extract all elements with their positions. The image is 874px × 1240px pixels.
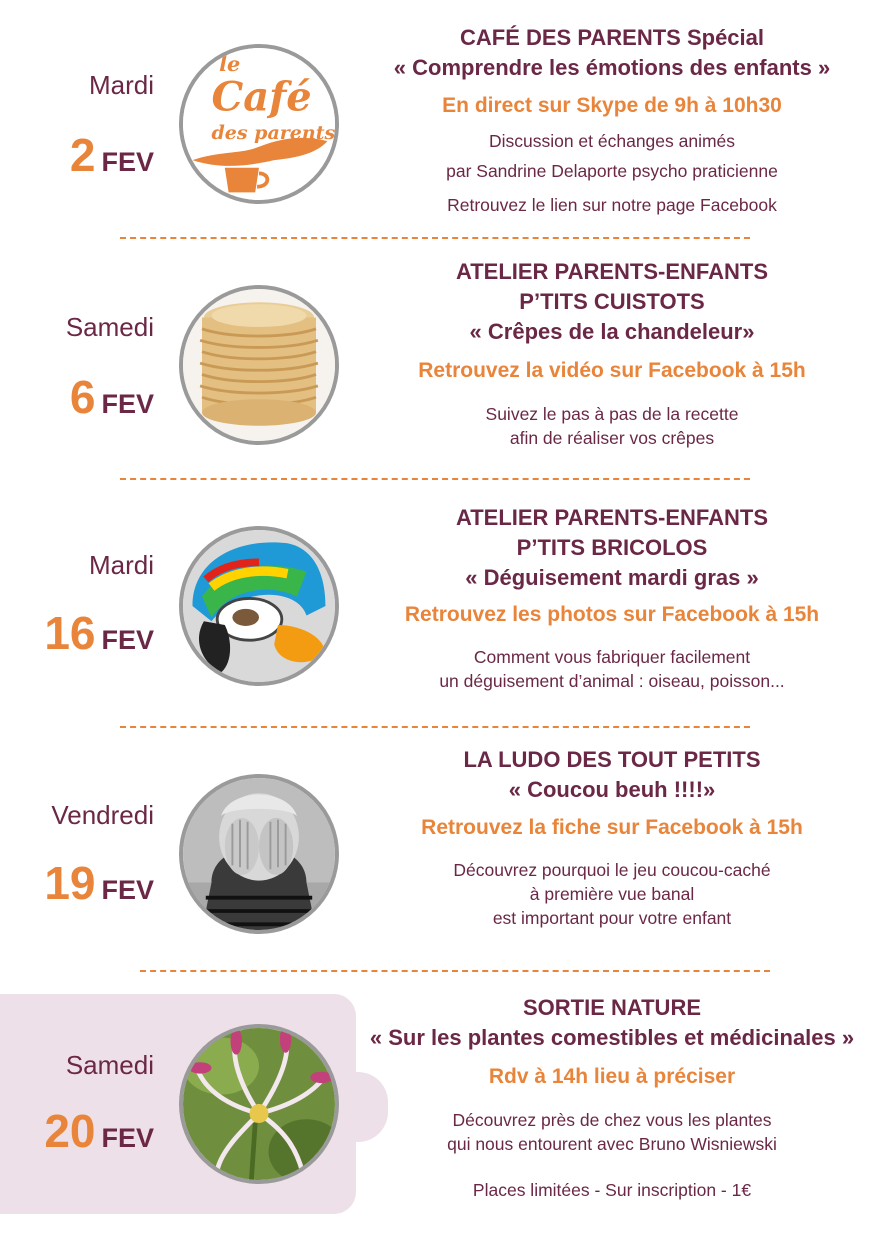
event-date: [44, 1050, 154, 1157]
event-title: LA LUDO DES TOUT PETITS: [463, 747, 761, 772]
event-description: Découvrez pourquoi le jeu coucou-caché: [453, 860, 771, 880]
event-weekday: Mardi: [88, 550, 154, 580]
logo-text: Café: [211, 74, 312, 121]
event-description: Comment vous fabriquer facilement: [473, 647, 751, 667]
event-highlight: Rdv à 14h lieu à préciser: [488, 1065, 736, 1088]
event-weekday: Samedi: [65, 312, 154, 342]
event-day-number: 6: [69, 371, 96, 423]
event-title: ATELIER PARENTS-ENFANTS: [455, 505, 769, 530]
event-registration-info: Places limitées - Sur inscription - 1€: [472, 1180, 752, 1200]
crepes-stack-photo: [179, 285, 339, 445]
event-weekday: Mardi: [88, 70, 154, 100]
event-month: FEV: [101, 875, 154, 905]
event-highlight: Retrouvez la vidéo sur Facebook à 15h: [418, 359, 806, 382]
event-info: [350, 993, 874, 1202]
event-weekday: Vendredi: [51, 800, 154, 830]
event-subtitle: « Crêpes de la chandeleur»: [469, 319, 755, 344]
logo-text: le: [219, 50, 241, 76]
event-subtitle: « Déguisement mardi gras »: [465, 565, 759, 590]
event-description: Suivez le pas à pas de la recette: [485, 404, 739, 424]
logo-text: des parents: [211, 122, 335, 145]
cafe-des-parents-logo: [179, 44, 339, 204]
event-highlight: En direct sur Skype de 9h à 10h30: [442, 94, 782, 117]
event-date: [44, 800, 154, 909]
event-description: qui nous entourent avec Bruno Wisniewski: [447, 1134, 777, 1154]
event-title: ATELIER PARENTS-ENFANTS: [455, 259, 769, 284]
event-subtitle: « Sur les plantes comestibles et médicinales »: [369, 1025, 855, 1050]
event-description: est important pour votre enfant: [492, 908, 732, 928]
dashed-separator: [120, 237, 750, 239]
event-day: [70, 370, 154, 424]
event-description: un déguisement d’animal : oiseau, poisson...: [439, 671, 785, 691]
event-info: [350, 257, 874, 450]
event-day-number: 2: [69, 129, 96, 181]
event-description: Découvrez près de chez vous les plantes: [452, 1110, 772, 1130]
event-description: par Sandrine Delaporte psycho praticienne: [446, 161, 778, 181]
dashed-separator: [140, 970, 770, 972]
event-highlight: Retrouvez la fiche sur Facebook à 15h: [421, 816, 803, 839]
event-description: afin de réaliser vos crêpes: [509, 428, 715, 448]
event-month: FEV: [101, 1123, 154, 1153]
event-day-number: 16: [44, 607, 96, 659]
event-title: SORTIE NATURE: [522, 995, 702, 1020]
event-title: CAFÉ DES PARENTS Spécial: [460, 25, 764, 50]
event-subtitle: « Comprendre les émotions des enfants »: [393, 55, 831, 80]
event-day-number: 20: [44, 1105, 96, 1157]
event-month: FEV: [101, 389, 154, 419]
event-day: [44, 856, 154, 910]
dashed-separator: [120, 726, 750, 728]
event-title: P’TITS CUISTOTS: [519, 289, 705, 314]
event-month: FEV: [101, 625, 154, 655]
event-title: P’TITS BRICOLOS: [516, 535, 708, 560]
parrot-mask-photo: [179, 526, 339, 686]
honeysuckle-flower-photo: [179, 1024, 339, 1184]
event-link-text: Retrouvez le lien sur notre page Facebook: [447, 195, 777, 215]
event-date: [69, 70, 154, 181]
event-date: [44, 550, 154, 659]
event-weekday: Samedi: [65, 1050, 154, 1080]
event-subtitle: « Coucou beuh !!!!»: [508, 777, 716, 802]
dashed-separator: [120, 478, 750, 480]
event-info: [350, 745, 874, 930]
event-highlight: Retrouvez les photos sur Facebook à 15h: [404, 603, 820, 626]
event-description: Discussion et échanges animés: [488, 131, 736, 151]
event-day-number: 19: [44, 857, 96, 909]
child-hiding-face-photo: [179, 774, 339, 934]
event-day: [70, 128, 154, 182]
event-month: FEV: [101, 147, 154, 177]
event-day: [44, 1104, 154, 1158]
event-date: [65, 312, 154, 423]
event-description: à première vue banal: [529, 884, 695, 904]
event-day: [44, 606, 154, 660]
event-info: [350, 503, 874, 693]
event-info: [350, 23, 874, 217]
